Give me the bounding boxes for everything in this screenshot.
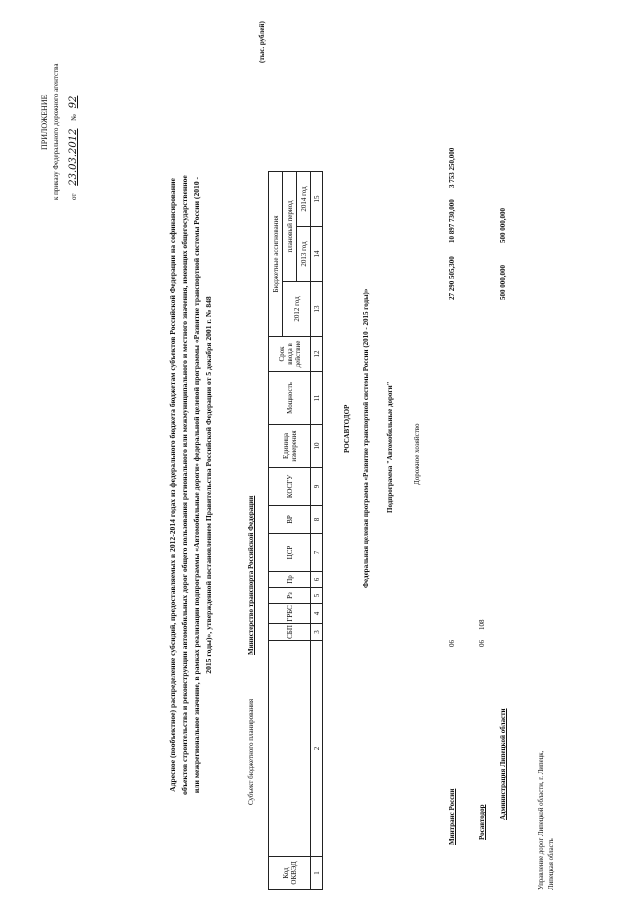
- col-num-3: 3: [311, 624, 323, 641]
- row-rosavtodor-grbs: 108: [478, 619, 486, 630]
- header-line-2: объектов строительства и реконструкции автомобильных дорог общего пользования регионального или межмуниципального и местного значения, имеющих общегосударственное: [180, 175, 189, 795]
- header-line-3: или межрегиональное значение, в рамках реализации подпрограммы «Автомобильные дороги» федеральной целевой программы «Развитие транспортной системы России (2010 -: [192, 176, 201, 794]
- number-prefix: №: [70, 114, 78, 121]
- col-num-8: 8: [311, 506, 323, 534]
- subject-value: Министерство транспорта Российской Федерации: [247, 495, 255, 655]
- header-grbs: ГРБС: [269, 604, 311, 624]
- handwritten-date: 23.03.2012: [68, 128, 79, 186]
- header-capacity: Мощность: [269, 372, 311, 425]
- header-commission-date: Срок ввода в действие: [269, 337, 311, 372]
- section-fcp: Федеральная целевая программа «Развитие транспортной системы России (2010 - 2015 годы)»: [362, 288, 370, 588]
- header-line-1: Адресное (пообъектное) распределение субсидий, предоставляемых в 2012-2014 годах из федерального бюджета бюджетам субъектов Российской Федерации на софинансирование: [168, 178, 177, 792]
- header-vr: ВР: [269, 506, 311, 534]
- header-2014: 2014 год: [297, 172, 311, 227]
- header-2013: 2013 год: [297, 227, 311, 282]
- row-mintrans-2012: 27 290 505,300: [448, 256, 456, 300]
- header-rz: Рз: [269, 588, 311, 604]
- budget-table: [268, 171, 323, 890]
- appendix-date-line: [68, 96, 79, 200]
- header-kod-okved: Код ОКВЭД: [269, 857, 311, 890]
- appendix-order-line: к приказу Федерального дорожного агентства: [52, 63, 60, 200]
- header-2012: 2012 год: [283, 282, 311, 337]
- units-label: (тыс. рублей): [258, 21, 266, 63]
- row-rosavtodor-sbp: 06: [478, 640, 486, 647]
- col-num-4: 4: [311, 604, 323, 624]
- subject-label: Субъект бюджетного планирования: [247, 698, 255, 805]
- col-num-7: 7: [311, 534, 323, 572]
- section-subprogram: Подпрограмма "Автомобильные дороги": [386, 381, 394, 513]
- col-num-14: 14: [311, 227, 323, 282]
- header-sbp: СБП: [269, 624, 311, 641]
- from-prefix: от: [70, 193, 78, 200]
- col-num-2: 2: [311, 641, 323, 857]
- note-line-1: Управление дорог Липецкой области, г. Липецк,: [538, 750, 545, 890]
- appendix-title: ПРИЛОЖЕНИЕ: [40, 94, 49, 150]
- header-pr: Пр: [269, 572, 311, 588]
- row-lipetsk-2012: 500 000,000: [499, 265, 507, 300]
- header-unit: Единица измерения: [269, 425, 311, 468]
- row-lipetsk-name: Администрация Липецкой области: [499, 708, 507, 820]
- note-line-2: Липецкая область: [548, 838, 555, 890]
- row-lipetsk-2013: 500 000,000: [499, 208, 507, 243]
- section-rosavtodor: РОСАВТОДОР: [343, 404, 351, 453]
- header-kosgu: КОСГУ: [269, 468, 311, 506]
- col-num-5: 5: [311, 588, 323, 604]
- col-num-11: 11: [311, 372, 323, 425]
- row-mintrans-2014: 3 753 250,000: [448, 147, 456, 188]
- row-mintrans-sbp: 06: [448, 640, 456, 647]
- col-num-6: 6: [311, 572, 323, 588]
- row-mintrans-2013: 10 897 730,000: [448, 199, 456, 243]
- header-budget: Бюджетные ассигнования: [269, 172, 283, 337]
- col-num-15: 15: [311, 172, 323, 227]
- header-csr: ЦСР: [269, 534, 311, 572]
- col-num-9: 9: [311, 468, 323, 506]
- header-plan-period: плановый период: [283, 172, 297, 282]
- section-road-facilities: Дорожное хозяйство: [413, 423, 421, 485]
- handwritten-number: 92: [68, 95, 79, 109]
- col-num-13: 13: [311, 282, 323, 337]
- header-empty-name: [269, 641, 311, 857]
- col-num-10: 10: [311, 425, 323, 468]
- row-rosavtodor-name: Росавтодор: [478, 804, 486, 840]
- col-num-12: 12: [311, 337, 323, 372]
- col-num-1: 1: [311, 857, 323, 890]
- header-line-4: 2015 годы)», утвержденной постановлением Правительства Российской Федерации от 5 декабря 2001 г. № 848: [204, 296, 213, 674]
- row-mintrans-name: Минтранс России: [448, 788, 456, 845]
